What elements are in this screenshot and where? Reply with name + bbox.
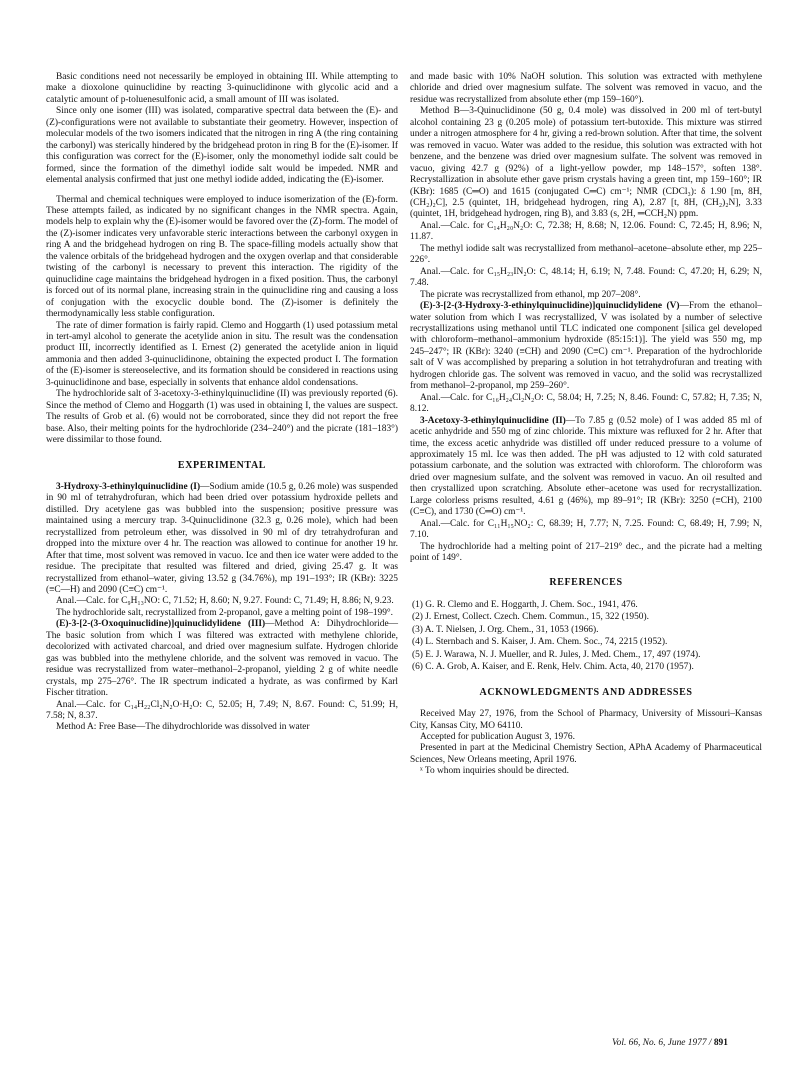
journal-issue: Vol. 66, No. 6, June 1977 / xyxy=(612,1038,714,1048)
reference-item: (1) G. R. Clemo and E. Hoggarth, J. Chem. Soc., 1941, 476. xyxy=(412,599,638,610)
reference-item: (5) E. J. Warawa, N. J. Mueller, and R. Jules, J. Med. Chem., 17, 497 (1974). xyxy=(412,649,701,660)
section-heading-references: REFERENCES xyxy=(549,577,623,589)
section-heading-acknowledgments: ACKNOWLEDGMENTS AND ADDRESSES xyxy=(479,686,693,698)
paragraph: Anal.—Calc. for C₉H₁₃NO: C, 71.52; H, 8.60; N, 9.27. Found: C, 71.49; H, 8.86; N, 9.23. xyxy=(56,596,394,607)
paragraph: Anal.—Calc. for C₁₆H₂₄Cl₂N₂O: C, 58.04; H, 7.25; N, 8.46. Found: C, 57.82; H, 7.35; N, 8.12. xyxy=(410,392,762,415)
paragraph: (E)-3-[2-(3-Oxoquinuclidine)]quinuclidylidene (III)—Method A: Dihydrochloride—The basic solution from which I was filtered was extracted with methylene chloride, decolorized with activated charcoal, and dried over magnesium sulfate. Hydrogen chloride gas was bubbled into the methylene chloride, and the solvent was removed in vacuo. The residue was recrystallized from water–methanol–2-propanol, yielding 2 g of white needle crystals, mp 275–276°. The IR spectrum indicated a hydrate, as was confirmed by Karl Fischer titration. xyxy=(46,619,399,699)
ack-item: Received May 27, 1976, from the School of Pharmacy, University of Missouri–Kansas City, Kansas City, MO 64110. xyxy=(410,709,762,731)
paragraph: Since only one isomer (III) was isolated, comparative spectral data between the (E)- and (Z)-configurations were not available to substantiate their geometry. However, inspection of molecular models of the two isomers indicated that the nitrogen in ring A (the ring containing the carbonyl) was sterically hindered by the bridgehead proton in ring B for the (E)-isomer. If this configuration was correct for the (E)-isomer, only the monomethyl iodide salt could be formed, since the formation of the dimethyl iodide salt would be impeded. NMR and elemental analysis confirmed that just one methyl iodide added, indicating the (E)-isomer. xyxy=(46,106,398,186)
reference-item: (2) J. Ernest, Collect. Czech. Chem. Commun., 15, 322 (1950). xyxy=(412,612,649,623)
paragraph: The hydrochloride had a melting point of 217–219° dec., and the picrate had a melting point of 149°. xyxy=(410,541,762,564)
paragraph: and made basic with 10% NaOH solution. This solution was extracted with methylene chloride and dried over magnesium sulfate. The solvent was removed in vacuo, and the residue was recrystallized from absolute ether (mp 159–160°). xyxy=(410,72,762,105)
reference-list xyxy=(410,600,762,674)
reference-item: (3) A. T. Nielsen, J. Org. Chem., 31, 1053 (1966). xyxy=(412,624,599,635)
paragraph: The rate of dimer formation is fairly rapid. Clemo and Hoggarth (1) used potassium metal in tert-amyl alcohol to generate the acetylide anion in situ. The result was the condensation product III, incorrectly identified as I. Ernest (2) generated the acetylide anion in liquid ammonia and then added 3-quinuclidinone, obtaining the expected product I. The formation of the (E)-isomer is stereoselective, and its formation should be considered in reactions using 3-quinuclidinone and base, especially in solvents that enhance aldol condensations. xyxy=(46,320,398,388)
paragraph: Basic conditions need not necessarily be employed in obtaining III. While attempting to make a dioxolone quinuclidine by reacting 3-quinuclidinone with glycolic acid and a catalytic amount of p-toluenesulfonic acid, a small amount of III was isolated. xyxy=(46,72,398,105)
paragraph: The methyl iodide salt was recrystallized from methanol–acetone–absolute ether, mp 225–226°. xyxy=(410,243,762,266)
compound-title: (E)-3-[2-(3-Hydroxy-3-ethinylquinuclidine)]quinuclidylidene (V) xyxy=(420,301,680,312)
page-number: 891 xyxy=(713,1038,728,1048)
paragraph: Method B—3-Quinuclidinone (50 g, 0.4 mole) was dissolved in 200 ml of tert-butyl alcohol containing 23 g (0.205 mole) of potassium tert-butoxide. This mixture was stirred under a nitrogen atmosphere for 4 hr, giving a red-brown solution. After that time, the solvent was removed in vacuo. Water was added to the residue, this solution was extracted with hot benzene, and the benzene was dried over magnesium sulfate. The solvent was removed in vacuo, giving 42.7 g (92%) of a light-yellow powder, mp 148–157°, soften 138°. Recrystallization in absolute ether gave prism crystals having a green tint, mp 159–160°; IR (KBr): 1685 (C═O) and 1615 (conjugated C═C) cm⁻¹; NMR (CDCl₃): δ 1.90 [m, 8H, (CH₂)₂C], 2.5 (quintet, 1H, bridgehead hydrogen, ring A), 2.87 [t, 8H, (CH₂)₂N], 3.33 (quintet, 1H, bridgehead hydrogen, ring B), and 3.83 (s, 2H, ═CCH₂N) ppm. xyxy=(410,106,762,220)
compound-title: 3-Hydroxy-3-ethinylquinuclidine (I) xyxy=(56,481,201,492)
acknowledgments xyxy=(410,709,762,778)
page-footer xyxy=(612,1038,728,1048)
paragraph: Anal.—Calc. for C₁₁H₁₅NO₂: C, 68.39; H, 7.77; N, 7.25. Found: C, 68.49; H, 7.99; N, 7.10. xyxy=(410,518,762,541)
paragraph: The hydrochloride salt of 3-acetoxy-3-ethinylquinuclidine (II) was previously reported (6). Since the method of Clemo and Hoggarth (1) was used in obtaining I, the values are suspect. The results of Grob et al. (6) would not be corroborated, since they did not report the free base. Also, their melting points for the hydrochloride (234–240°) and the picrate (181–183°) were dissimilar to those found. xyxy=(46,389,398,446)
right-column xyxy=(410,72,762,778)
reference-item: (4) L. Sternbach and S. Kaiser, J. Am. Chem. Soc., 74, 2215 (1952). xyxy=(412,637,668,648)
paragraph: (E)-3-[2-(3-Hydroxy-3-ethinylquinuclidine)]quinuclidylidene (V)—From the ethanol–water solution from which I was recrystallized, V was isolated by a number of selective recrystallizations using methanol until TLC indicated one component [silica gel developed with chloroform–methanol–ammonium hydroxide (85:15:1)]. The yield was 550 mg, mp 245–247°; IR (KBr): 3240 (≡CH) and 2090 (C≡C) cm⁻¹. Preparation of the hydrochloride salt of V was accomplished by preparing a solution in hot tetrahydrofuran and treating with hydrogen chloride gas. The solvent was removed in vacuo, and the solid was recrystallized from methanol–2-propanol, mp 259–260°. xyxy=(410,301,762,392)
paragraph: Thermal and chemical techniques were employed to induce isomerization of the (E)-form. These attempts failed, as indicated by no significant changes in the NMR spectra. Again, models help to explain why the (E)-isomer would be favored over the (Z)-form. The model of the (Z)-isomer indicates very unfavorable steric interactions between the carbonyl oxygen in ring A and the bridgehead hydrogen on ring B. The space-filling models actually show that the valence orbitals of the bridgehead hydrogen and the oxygen overlap and that considerable twisting of the carbonyl is necessary to prevent this interaction. The rigidity of the quinuclidine cage maintains the bridgehead hydrogen in a fixed position. Thus, the carbonyl is forced out of its normal plane, increasing strain in the quinuclidine ring and causing a loss of conjugation with the exocyclic double bond. The (Z)-isomer is definitely the thermodynamically less stable configuration. xyxy=(46,194,398,320)
ack-item: Presented in part at the Medicinal Chemistry Section, APhA Academy of Pharmaceutical Sciences, New Orleans meeting, April 1976. xyxy=(410,743,762,765)
paragraph: Anal.—Calc. for C₁₅H₂₃IN₂O: C, 48.14; H, 6.19; N, 7.48. Found: C, 47.20; H, 6.29; N, 7.48. xyxy=(410,266,762,289)
paragraph: Method A: Free Base—The dihydrochloride was dissolved in water xyxy=(56,722,310,733)
paragraph: The hydrochloride salt, recrystallized from 2-propanol, gave a melting point of 198–199°. xyxy=(56,607,393,618)
paragraph: 3-Acetoxy-3-ethinylquinuclidine (II)—To 7.85 g (0.52 mole) of I was added 85 ml of acetic anhydride and 550 mg of zinc chloride. This mixture was refluxed for 2 hr. After that time, the excess acetic anhydride was distilled off under reduced pressure to a volume of approximately 15 ml. Ice was then added. The pH was adjusted to 12 with cold saturated potassium carbonate, and the solution was extracted with chloroform. The chloroform was dried over magnesium sulfate, and the solvent was removed in vacuo. An oil resulted and then crystallized upon scratching. Absolute ether–acetone was used for recrystallization. Large colorless prisms resulted, 4.61 g (46%), mp 89–91°; IR (KBr): 3250 (≡CH), 2100 (C≡C), and 1730 (C═O) cm⁻¹. xyxy=(410,415,762,518)
paragraph: Anal.—Calc. for C₁₄H₂₂Cl₂N₂O·H₂O: C, 52.05; H, 7.49; N, 8.67. Found: C, 51.99; H, 7.58; N, 8.37. xyxy=(46,699,398,722)
compound-title: 3-Acetoxy-3-ethinylquinuclidine (II) xyxy=(420,415,566,426)
paragraph: The picrate was recrystallized from ethanol, mp 207–208°. xyxy=(420,289,641,300)
paragraph: Anal.—Calc. for C₁₄H₂₀N₂O: C, 72.38; H, 8.68; N, 12.06. Found: C, 72.45; H, 8.96; N, 11.87. xyxy=(410,220,762,243)
compound-title: (E)-3-[2-(3-Oxoquinuclidine)]quinuclidylidene (III) xyxy=(56,619,266,630)
left-column xyxy=(46,72,398,734)
reference-item: (6) C. A. Grob, A. Kaiser, and E. Renk, Helv. Chim. Acta, 40, 2170 (1957). xyxy=(412,662,694,673)
paragraph: 3-Hydroxy-3-ethinylquinuclidine (I)—Sodium amide (10.5 g, 0.26 mole) was suspended in 90 ml of tetrahydrofuran, which had been dried over potassium hydroxide pellets and distilled. Dry acetylene gas was bubbled into the suspension; positive pressure was maintained using a mercury trap. 3-Quinuclidinone (32.3 g, 0.26 mole), which had been recrystallized from petroleum ether, was dissolved in 90 ml of dry tetrahydrofuran and dropped into the mixture over 4 hr. The reaction was allowed to continue for another 19 hr. After that time, most solvent was removed in vacuo. Ice and then ice water were added to the residue. The precipitate that resulted was filtered and dried, giving 25.47 g. It was recrystallized from ethanol–water, giving 13.52 g (34.76%), mp 191–193°; IR (KBr): 3225 (≡C—H) and 2090 (C≡C) cm⁻¹. xyxy=(46,481,398,596)
ack-item: Accepted for publication August 3, 1976. xyxy=(420,732,575,743)
section-heading-experimental: EXPERIMENTAL xyxy=(177,459,267,471)
ack-item: ˣ To whom inquiries should be directed. xyxy=(420,766,569,777)
